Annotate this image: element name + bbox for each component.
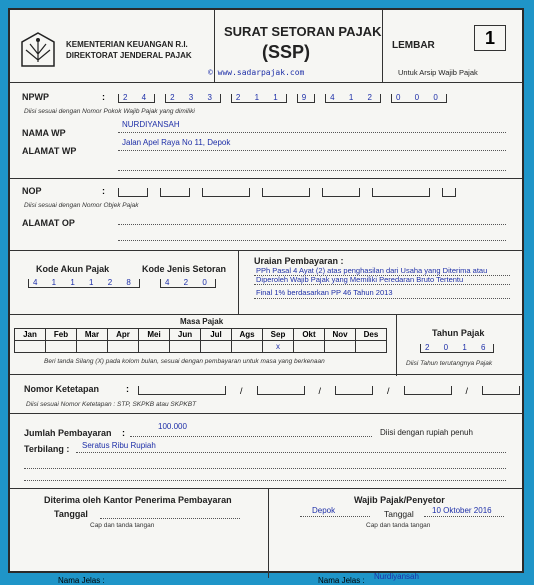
uraian-line-1[interactable]: PPh Pasal 4 Ayat (2) atas penghasilan dari Usaha yang Diterima atau <box>256 266 488 275</box>
month-checkbox-jan[interactable] <box>15 341 46 353</box>
penerima-title: Diterima oleh Kantor Penerima Pembayaran <box>44 495 232 505</box>
penyetor-cap: Cap dan tanda tangan <box>366 522 431 529</box>
directorate-name: DIREKTORAT JENDERAL PAJAK <box>66 51 192 60</box>
month-jan: Jan <box>15 329 46 341</box>
arsip-note: Untuk Arsip Wajib Pajak <box>398 68 478 77</box>
lembar-label: LEMBAR <box>392 40 435 51</box>
month-feb: Feb <box>46 329 77 341</box>
ministry-name: KEMENTERIAN KEUANGAN R.I. <box>66 40 188 49</box>
penerima-nama-label: Nama Jelas : <box>58 576 105 585</box>
npwp-label: NPWP <box>22 92 49 102</box>
penyetor-title: Wajib Pajak/Penyetor <box>354 495 445 505</box>
tahun-pajak-field[interactable]: 2 0 1 6 <box>420 344 494 353</box>
month-checkbox-jun[interactable] <box>170 341 201 353</box>
penyetor-nama-label: Nama Jelas : <box>318 576 365 585</box>
uraian-line-2[interactable]: Diperoleh Wajib Pajak yang Memiliki Peredaran Bruto Tertentu <box>256 275 464 284</box>
month-checkbox-apr[interactable] <box>108 341 139 353</box>
kode-jenis-label: Kode Jenis Setoran <box>142 264 227 274</box>
penyetor-tanggal-label: Tanggal <box>384 509 414 519</box>
masa-pajak-table <box>14 328 387 353</box>
month-checkbox-des[interactable] <box>356 341 387 353</box>
ssp-form: KEMENTERIAN KEUANGAN R.I. DIREKTORAT JENDERAL PAJAK SURAT SETORAN PAJAK (SSP) © www.sadarpajak.com LEMBAR 1 Untuk Arsip Wajib Pajak NPWP : 2 4 2 3 3 2 1 1 9 4 1 2 0 0 0 Diisi sesuai dengan Nomor Pokok Wajib Pajak yang dimiliki NURDIYANSAH NAMA WP Jalan Apel Raya No 11, Depok ALAMAT WP NOP : Diisi sesuai dengan Nomor Objek Pajak ALAMAT OP Kode Akun Pajak 4 1 1 1 2 8 Kode Jenis Setoran 4 2 0 Uraian Pembayaran : PPh Pasal 4 Ayat (2) atas penghasilan dari Usaha yang Diterima atau Diperoleh Wajib Pajak yang Memiliki Peredaran Bruto Tertentu Final 1% berdasarkan PP 46 Tahun 2013 Masa Pajak Jan Feb Mar Apr Mei Jun Jul Ags Sep Okt Nov Des x Beri tanda Silang (X) pada kolom bulan, sesuai dengan pembayaran untuk masa yang berkenaan Tahun Pajak 2 0 1 6 Diisi Tahun terutangnya Pajak Nomor Ketetapan : / / / / Diisi sesuai Nomor Ketetapan : STP, SKPKB atau SKPKBT 100.000 Jumlah Pembayaran : Diisi dengan rupiah penuh Terbilang : Seratus Ribu Rupiah Diterima oleh Kantor Penerima Pembayaran Tanggal Cap dan tanda tangan Nama Jelas : Wajib Pajak/Penyetor Depok Tanggal 10 Oktober 2016 Cap dan tanda tangan Nama Jelas : Nurdiyansah <box>8 8 524 573</box>
month-ags: Ags <box>232 329 263 341</box>
penyetor-city[interactable]: Depok <box>312 506 336 515</box>
penyetor-nama-value[interactable]: Nurdiyansah <box>374 572 419 581</box>
npwp-note: Diisi sesuai dengan Nomor Pokok Wajib Pajak yang dimiliki <box>24 108 195 115</box>
form-title: SURAT SETORAN PAJAK <box>224 24 382 39</box>
month-okt: Okt <box>294 329 325 341</box>
form-abbr: (SSP) <box>262 42 311 62</box>
uraian-label: Uraian Pembayaran : <box>254 256 344 266</box>
jumlah-value[interactable]: 100.000 <box>158 422 187 431</box>
month-mei: Mei <box>139 329 170 341</box>
npwp-field[interactable]: 2 4 2 3 3 2 1 1 9 4 1 2 0 0 0 <box>118 94 447 103</box>
month-jun: Jun <box>170 329 201 341</box>
month-checkbox-mar[interactable] <box>77 341 108 353</box>
penyetor-date[interactable]: 10 Oktober 2016 <box>432 506 492 515</box>
penerima-tanggal-label: Tanggal <box>54 509 88 519</box>
month-checkbox-nov[interactable] <box>325 341 356 353</box>
penerima-cap: Cap dan tanda tangan <box>90 522 155 529</box>
nop-note: Diisi sesuai dengan Nomor Objek Pajak <box>24 202 139 209</box>
month-des: Des <box>356 329 387 341</box>
jumlah-note: Diisi dengan rupiah penuh <box>380 428 473 437</box>
month-checkbox-mei[interactable] <box>139 341 170 353</box>
alamat-wp-value[interactable]: Jalan Apel Raya No 11, Depok <box>122 138 231 147</box>
month-sep: Sep <box>263 329 294 341</box>
month-nov: Nov <box>325 329 356 341</box>
jumlah-label: Jumlah Pembayaran <box>24 428 112 438</box>
alamat-wp-label: ALAMAT WP <box>22 146 77 156</box>
masa-pajak-label: Masa Pajak <box>180 317 224 326</box>
uraian-line-3[interactable]: Final 1% berdasarkan PP 46 Tahun 2013 <box>256 288 393 297</box>
month-checkbox-okt[interactable] <box>294 341 325 353</box>
nop-label: NOP <box>22 186 42 196</box>
kemenkeu-logo-icon <box>18 30 58 70</box>
masa-note: Beri tanda Silang (X) pada kolom bulan, sesuai dengan pembayaran untuk masa yang berkenaan <box>44 358 325 365</box>
month-mar: Mar <box>77 329 108 341</box>
month-checkbox-feb[interactable] <box>46 341 77 353</box>
nomor-ketetapan-label: Nomor Ketetapan <box>24 384 100 394</box>
month-checkbox-sep[interactable]: x <box>263 341 294 353</box>
kode-jenis-field[interactable]: 4 2 0 <box>160 279 216 288</box>
terbilang-value[interactable]: Seratus Ribu Rupiah <box>82 441 156 450</box>
month-jul: Jul <box>201 329 232 341</box>
nama-wp-label: NAMA WP <box>22 128 66 138</box>
kode-akun-label: Kode Akun Pajak <box>36 264 110 274</box>
kode-akun-field[interactable]: 4 1 1 1 2 8 <box>28 279 140 288</box>
nomor-ketetapan-field[interactable]: / / / / <box>138 386 520 396</box>
nop-field[interactable] <box>118 188 456 197</box>
ketetapan-note: Diisi sesuai Nomor Ketetapan : STP, SKPKB atau SKPKBT <box>26 401 197 408</box>
watermark: © www.sadarpajak.com <box>208 68 305 77</box>
alamat-op-label: ALAMAT OP <box>22 218 75 228</box>
terbilang-label: Terbilang : <box>24 444 70 454</box>
tahun-pajak-label: Tahun Pajak <box>432 328 485 338</box>
month-checkbox-jul[interactable] <box>201 341 232 353</box>
lembar-number: 1 <box>474 25 506 51</box>
nama-wp-value[interactable]: NURDIYANSAH <box>122 120 180 129</box>
month-apr: Apr <box>108 329 139 341</box>
tahun-note: Diisi Tahun terutangnya Pajak <box>406 360 493 367</box>
month-checkbox-ags[interactable] <box>232 341 263 353</box>
